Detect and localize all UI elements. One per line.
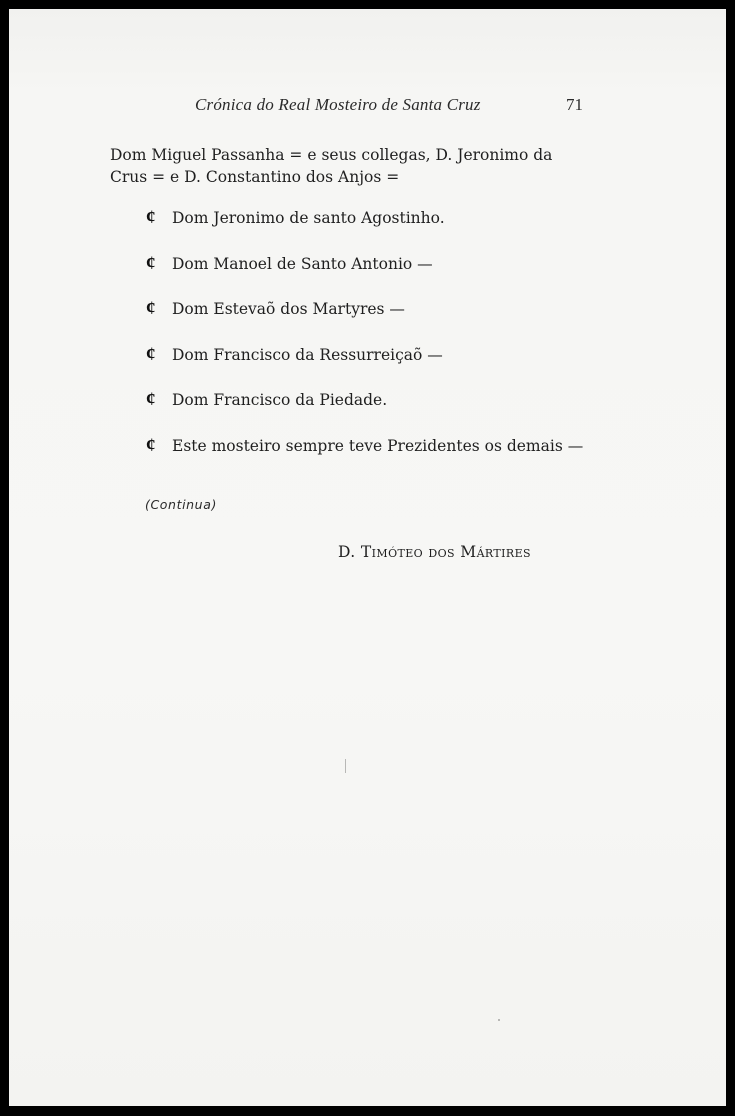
list-item [146,435,616,481]
paragraph-mark-icon: ¢ [146,434,156,456]
intro-line-1: Dom Miguel Passanha = e seus collegas, D. Jeronimo da [110,146,553,164]
intro-paragraph [110,144,590,188]
paragraph-mark-icon: ¢ [146,298,156,319]
entry-text: Dom Francisco da Ressurreiçaõ — [172,345,443,364]
paper-speck [345,759,346,773]
author-signature: D. Timóteo dos Mártires [338,543,531,561]
list-item [146,253,616,299]
entry-text: Este mosteiro sempre teve Prezidentes os demais — [172,436,584,455]
paragraph-mark-icon: ¢ [146,343,156,365]
paragraph-mark-icon: ¢ [146,252,156,274]
entry-text: Dom Jeronimo de santo Agostinho. [172,209,445,227]
list-item [146,344,616,390]
book-page [9,9,726,1106]
page-number: 71 [566,95,583,114]
entry-text: Dom Estevaõ dos Martyres — [172,300,405,318]
list-item [146,207,616,253]
paragraph-mark-icon: ¢ [146,389,156,410]
intro-line-2: Crus = e D. Constantino dos Anjos = [110,168,400,186]
entry-text: Dom Francisco da Piedade. [172,391,388,409]
entry-list [146,207,616,480]
paragraph-mark-icon: ¢ [146,207,156,228]
running-title: Crónica do Real Mosteiro de Santa Cruz [195,95,481,114]
paper-speck [498,1019,500,1021]
list-item [146,298,616,344]
continua-note: (Continua) [145,497,217,512]
list-item [146,389,616,435]
entry-text: Dom Manoel de Santo Antonio — [172,254,433,273]
